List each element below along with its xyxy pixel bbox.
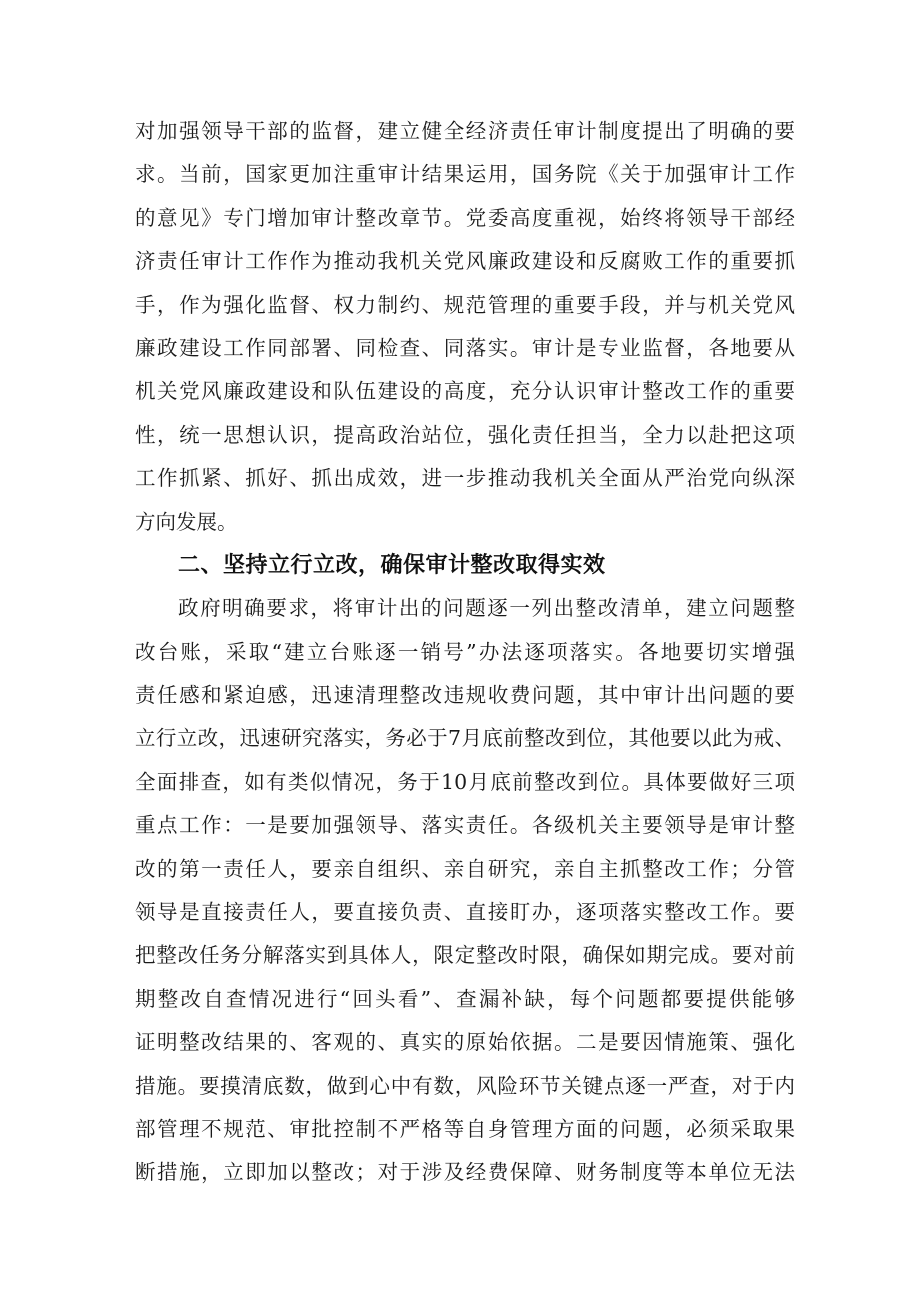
paragraph-line: 证明整改结果的、客观的、真实的原始依据。二是要因情施策、强化 — [135, 1030, 795, 1055]
paragraph-line: 责任感和紧迫感，迅速清理整改违规收费问题，其中审计出问题的要 — [135, 683, 795, 708]
paragraph-line: 的意见》专门增加审计整改章节。党委高度重视，始终将领导干部经 — [135, 205, 795, 230]
paragraph-line: 性，统一思想认识，提高政治站位，强化责任担当，全力以赴把这项 — [135, 422, 795, 447]
paragraph-line: 领导是直接责任人，要直接负责、直接盯办，逐项落实整改工作。要 — [135, 900, 795, 925]
paragraph-line: 对加强领导干部的监督，建立健全经济责任审计制度提出了明确的要 — [135, 119, 795, 143]
document-body — [135, 110, 795, 1195]
paragraph-line: 部管理不规范、审批控制不严格等自身管理方面的问题，必须采取果 — [135, 1116, 795, 1141]
paragraph-line: 改的第一责任人，要亲自组织、亲自研究，亲自主抓整改工作；分管 — [135, 856, 795, 881]
paragraph-line: 济责任审计工作作为推动我机关党风廉政建设和反腐败工作的重要抓 — [135, 249, 795, 274]
paragraph-line: 工作抓紧、抓好、抓出成效，进一步推动我机关全面从严治党向纵深 — [135, 466, 795, 491]
paragraph-line: 政府明确要求，将审计出的问题逐一列出整改清单，建立问题整 — [178, 596, 795, 621]
paragraph-line: 手，作为强化监督、权力制约、规范管理的重要手段，并与机关党风 — [135, 292, 795, 317]
paragraph-line: 把整改任务分解落实到具体人，限定整改时限，确保如期完成。要对前 — [135, 943, 795, 968]
paragraph-line: 全面排查，如有类似情况，务于10月底前整改到位。具体要做好三项 — [135, 769, 795, 794]
paragraph-1 — [135, 110, 795, 544]
paragraph-line: 改台账，采取“建立台账逐一销号”办法逐项落实。各地要切实增强 — [135, 639, 795, 664]
paragraph-line: 重点工作：一是要加强领导、落实责任。各级机关主要领导是审计整 — [135, 813, 795, 838]
paragraph-line: 断措施，立即加以整改；对于涉及经费保障、财务制度等本单位无法 — [135, 1160, 795, 1185]
paragraph-line: 廉政建设工作同部署、同检查、同落实。审计是专业监督，各地要从 — [135, 335, 795, 360]
paragraph-line: 机关党风廉政建设和队伍建设的高度，充分认识审计整改工作的重要 — [135, 379, 795, 404]
paragraph-2 — [135, 587, 795, 1194]
section-heading: 二、坚持立行立改，确保审计整改取得实效 — [178, 552, 606, 578]
paragraph-line: 措施。要摸清底数，做到心中有数，风险环节关键点逐一严查，对于内 — [135, 1073, 795, 1098]
paragraph-line: 立行立改，迅速研究落实，务必于7月底前整改到位，其他要以此为戒、 — [135, 726, 795, 751]
paragraph-line: 求。当前，国家更加注重审计结果运用，国务院《关于加强审计工作 — [135, 162, 795, 187]
paragraph-line: 方向发展。 — [135, 509, 238, 534]
paragraph-line: 期整改自查情况进行“回头看”、查漏补缺，每个问题都要提供能够 — [135, 986, 795, 1011]
